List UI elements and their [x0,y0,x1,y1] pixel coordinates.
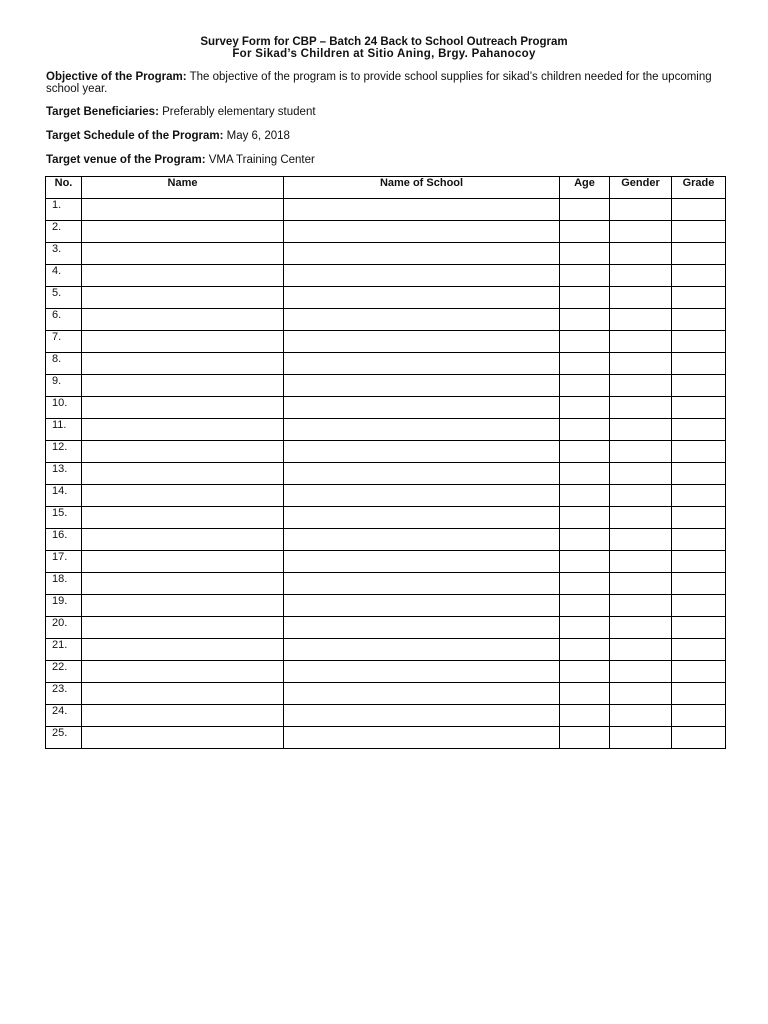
school-cell[interactable] [284,639,560,661]
school-cell[interactable] [284,551,560,573]
school-cell[interactable] [284,441,560,463]
age-cell[interactable] [560,287,610,309]
column-header-grade: Grade [672,177,726,199]
venue-label: Target venue of the Program: [46,154,206,166]
gender-cell[interactable] [610,727,672,749]
row-number: 10. [46,397,82,419]
grade-cell[interactable] [672,705,726,727]
schedule-label: Target Schedule of the Program: [46,130,224,142]
survey-table [45,176,726,749]
school-cell[interactable] [284,617,560,639]
row-number: 1. [46,199,82,221]
grade-cell[interactable] [672,551,726,573]
row-number: 19. [46,595,82,617]
name-cell[interactable] [82,463,284,485]
name-cell[interactable] [82,309,284,331]
row-number: 20. [46,617,82,639]
name-cell[interactable] [82,221,284,243]
row-number: 15. [46,507,82,529]
grade-cell[interactable] [672,375,726,397]
gender-cell[interactable] [610,661,672,683]
school-cell[interactable] [284,485,560,507]
gender-cell[interactable] [610,397,672,419]
table-row [46,243,726,265]
row-number: 4. [46,265,82,287]
name-cell[interactable] [82,397,284,419]
form-title: Survey Form for CBP – Batch 24 Back to School Outreach Program [200,36,568,48]
age-cell[interactable] [560,595,610,617]
table-row [46,287,726,309]
gender-cell[interactable] [610,287,672,309]
grade-cell[interactable] [672,639,726,661]
table-row [46,441,726,463]
name-cell[interactable] [82,331,284,353]
grade-cell[interactable] [672,331,726,353]
name-cell[interactable] [82,639,284,661]
table-row [46,683,726,705]
grade-cell[interactable] [672,287,726,309]
row-number: 18. [46,573,82,595]
age-cell[interactable] [560,243,610,265]
age-cell[interactable] [560,639,610,661]
gender-cell[interactable] [610,441,672,463]
table-row [46,463,726,485]
beneficiaries-label: Target Beneficiaries: [46,106,159,118]
schedule-line [46,130,726,142]
school-cell[interactable] [284,221,560,243]
name-cell[interactable] [82,265,284,287]
row-number: 8. [46,353,82,375]
table-row [46,705,726,727]
form-subtitle: For Sikad’s Children at Sitio Aning, Brgy. Pahanocoy [232,48,536,60]
name-cell[interactable] [82,441,284,463]
gender-cell[interactable] [610,705,672,727]
column-header-name: Name [82,177,284,199]
column-header-no: No. [46,177,82,199]
name-cell[interactable] [82,683,284,705]
table-row [46,617,726,639]
row-number: 11. [46,419,82,441]
row-number: 6. [46,309,82,331]
grade-cell[interactable] [672,661,726,683]
age-cell[interactable] [560,573,610,595]
table-row [46,265,726,287]
school-cell[interactable] [284,375,560,397]
grade-cell[interactable] [672,485,726,507]
grade-cell[interactable] [672,441,726,463]
school-cell[interactable] [284,529,560,551]
venue-text: VMA Training Center [205,154,315,166]
age-cell[interactable] [560,331,610,353]
gender-cell[interactable] [610,199,672,221]
name-cell[interactable] [82,199,284,221]
row-number: 2. [46,221,82,243]
age-cell[interactable] [560,529,610,551]
school-cell[interactable] [284,683,560,705]
column-header-school: Name of School [284,177,560,199]
table-row [46,529,726,551]
gender-cell[interactable] [610,485,672,507]
name-cell[interactable] [82,243,284,265]
age-cell[interactable] [560,683,610,705]
schedule-text: May 6, 2018 [223,130,290,142]
gender-cell[interactable] [610,265,672,287]
table-row [46,573,726,595]
grade-cell[interactable] [672,199,726,221]
school-cell[interactable] [284,331,560,353]
row-number: 3. [46,243,82,265]
school-cell[interactable] [284,243,560,265]
table-row [46,507,726,529]
venue-line [46,154,726,166]
age-cell[interactable] [560,397,610,419]
row-number: 13. [46,463,82,485]
name-cell[interactable] [82,661,284,683]
column-header-gender: Gender [610,177,672,199]
gender-cell[interactable] [610,221,672,243]
gender-cell[interactable] [610,353,672,375]
age-cell[interactable] [560,705,610,727]
gender-cell[interactable] [610,529,672,551]
name-cell[interactable] [82,705,284,727]
school-cell[interactable] [284,309,560,331]
age-cell[interactable] [560,617,610,639]
table-row [46,485,726,507]
table-row [46,551,726,573]
grade-cell[interactable] [672,463,726,485]
gender-cell[interactable] [610,243,672,265]
grade-cell[interactable] [672,265,726,287]
age-cell[interactable] [560,375,610,397]
name-cell[interactable] [82,727,284,749]
age-cell[interactable] [560,463,610,485]
grade-cell[interactable] [672,529,726,551]
age-cell[interactable] [560,661,610,683]
survey-table-body [46,199,726,749]
row-number: 14. [46,485,82,507]
age-cell[interactable] [560,727,610,749]
gender-cell[interactable] [610,419,672,441]
row-number: 7. [46,331,82,353]
name-cell[interactable] [82,485,284,507]
row-number: 12. [46,441,82,463]
table-row [46,661,726,683]
gender-cell[interactable] [610,573,672,595]
table-row [46,353,726,375]
name-cell[interactable] [82,419,284,441]
school-cell[interactable] [284,353,560,375]
age-cell[interactable] [560,221,610,243]
table-row [46,199,726,221]
table-row [46,309,726,331]
gender-cell[interactable] [610,309,672,331]
school-cell[interactable] [284,419,560,441]
grade-cell[interactable] [672,397,726,419]
name-cell[interactable] [82,551,284,573]
gender-cell[interactable] [610,551,672,573]
name-cell[interactable] [82,573,284,595]
objective-paragraph [46,71,726,95]
school-cell[interactable] [284,573,560,595]
school-cell[interactable] [284,265,560,287]
grade-cell[interactable] [672,727,726,749]
grade-cell[interactable] [672,419,726,441]
table-row [46,221,726,243]
name-cell[interactable] [82,595,284,617]
row-number: 24. [46,705,82,727]
school-cell[interactable] [284,595,560,617]
beneficiaries-line [46,106,726,118]
row-number: 25. [46,727,82,749]
grade-cell[interactable] [672,617,726,639]
age-cell[interactable] [560,199,610,221]
age-cell[interactable] [560,507,610,529]
school-cell[interactable] [284,727,560,749]
row-number: 5. [46,287,82,309]
gender-cell[interactable] [610,375,672,397]
school-cell[interactable] [284,463,560,485]
gender-cell[interactable] [610,595,672,617]
gender-cell[interactable] [610,639,672,661]
grade-cell[interactable] [672,221,726,243]
age-cell[interactable] [560,551,610,573]
objective-text: The objective of the program is to provide school supplies for sikad’s children needed for the upcoming school year. [46,71,712,95]
column-header-age: Age [560,177,610,199]
age-cell[interactable] [560,309,610,331]
name-cell[interactable] [82,507,284,529]
row-number: 22. [46,661,82,683]
name-cell[interactable] [82,287,284,309]
name-cell[interactable] [82,529,284,551]
table-row [46,397,726,419]
gender-cell[interactable] [610,331,672,353]
grade-cell[interactable] [672,309,726,331]
row-number: 17. [46,551,82,573]
table-row [46,639,726,661]
gender-cell[interactable] [610,617,672,639]
name-cell[interactable] [82,617,284,639]
grade-cell[interactable] [672,507,726,529]
row-number: 23. [46,683,82,705]
grade-cell[interactable] [672,683,726,705]
school-cell[interactable] [284,661,560,683]
school-cell[interactable] [284,507,560,529]
table-row [46,595,726,617]
name-cell[interactable] [82,353,284,375]
school-cell[interactable] [284,287,560,309]
age-cell[interactable] [560,265,610,287]
name-cell[interactable] [82,375,284,397]
table-row [46,419,726,441]
row-number: 21. [46,639,82,661]
grade-cell[interactable] [672,353,726,375]
row-number: 9. [46,375,82,397]
row-number: 16. [46,529,82,551]
grade-cell[interactable] [672,573,726,595]
beneficiaries-text: Preferably elementary student [158,106,316,118]
school-cell[interactable] [284,397,560,419]
age-cell[interactable] [560,353,610,375]
objective-label: Objective of the Program: [46,71,187,83]
age-cell[interactable] [560,419,610,441]
grade-cell[interactable] [672,243,726,265]
gender-cell[interactable] [610,507,672,529]
grade-cell[interactable] [672,595,726,617]
age-cell[interactable] [560,441,610,463]
table-row [46,375,726,397]
gender-cell[interactable] [610,683,672,705]
school-cell[interactable] [284,199,560,221]
table-row [46,727,726,749]
table-header-row [46,177,726,199]
school-cell[interactable] [284,705,560,727]
table-row [46,331,726,353]
age-cell[interactable] [560,485,610,507]
gender-cell[interactable] [610,463,672,485]
